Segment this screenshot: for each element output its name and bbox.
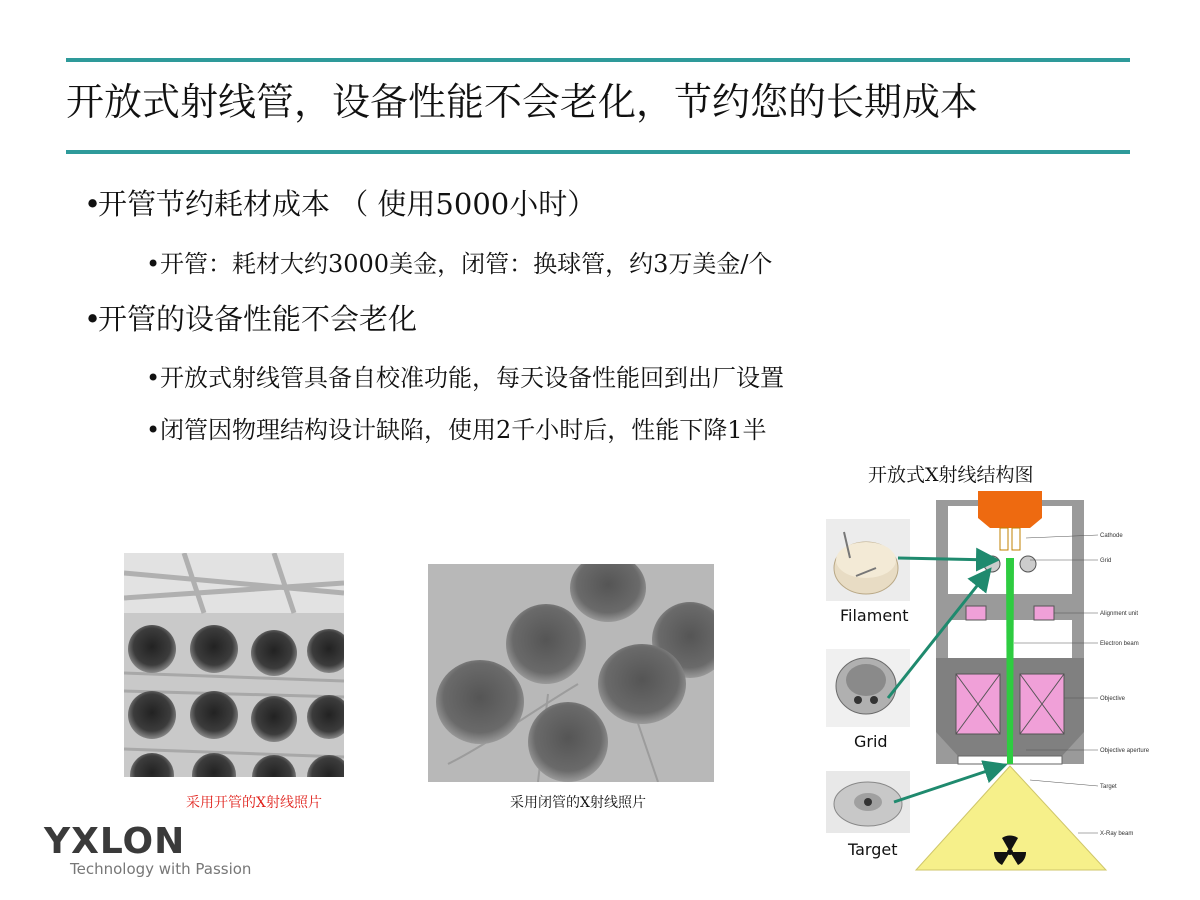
- label-grid: Grid: [1100, 558, 1112, 564]
- open-tube-xray-photo: [124, 553, 344, 777]
- sub-bullet-item: [146, 358, 784, 393]
- bullet-item: [84, 182, 596, 223]
- grid-label: Grid: [854, 732, 888, 751]
- diagram-title: 开放式X射线结构图: [868, 464, 1034, 486]
- label-objective: Objective: [1100, 696, 1126, 702]
- electron-beam: [1006, 558, 1014, 764]
- bullet-dot: •: [84, 302, 102, 336]
- label-objective-aperture: Objective aperture: [1100, 748, 1150, 754]
- filament-photo: [826, 519, 910, 601]
- xray-tube-svg: [816, 488, 1156, 880]
- logo-tagline: Technology with Passion: [70, 860, 252, 878]
- open-tube-caption: 采用开管的X射线照片: [186, 795, 322, 811]
- label-target: Target: [1100, 784, 1117, 790]
- bullet-dot: •: [84, 187, 102, 221]
- closed-tube-xray-photo: [428, 564, 714, 782]
- grid-electrode-right: [1020, 556, 1036, 572]
- sub-bullet-item: [146, 244, 772, 279]
- title-rule-top: [66, 58, 1130, 62]
- label-alignment-unit: Alignment unit: [1100, 611, 1139, 617]
- xray-tube-diagram: [816, 488, 1156, 880]
- label-electron-beam: Electron beam: [1100, 641, 1139, 647]
- title-rule-bottom: [66, 150, 1130, 154]
- label-cathode: Cathode: [1100, 533, 1123, 539]
- yxlon-logo: [44, 821, 252, 878]
- filament-arrow: [898, 558, 994, 560]
- sub-bullet-item: [146, 410, 767, 445]
- bullet-text: 开管节约耗材成本 （ 使用5000小时）: [98, 187, 597, 221]
- bullet-text: 开管：耗材大约3000美金，闭管：换球管，约3万美金/个: [160, 250, 773, 278]
- closed-tube-caption: 采用闭管的X射线照片: [510, 795, 646, 811]
- logo-wordmark: YXLON: [44, 821, 186, 862]
- bullet-dot: •: [146, 250, 161, 278]
- slide-title: 开放式射线管，设备性能不会老化，节约您的长期成本: [66, 80, 979, 124]
- bullet-text: 开管的设备性能不会老化: [98, 302, 418, 336]
- target-label: Target: [848, 840, 898, 859]
- filament-label: Filament: [840, 606, 909, 625]
- bullet-text: 开放式射线管具备自校准功能，每天设备性能回到出厂设置: [160, 364, 784, 392]
- bullet-item: [84, 297, 417, 338]
- bullet-text: 闭管因物理结构设计缺陷，使用2千小时后，性能下降1半: [160, 416, 767, 444]
- label-xray-beam: X-Ray beam: [1100, 831, 1134, 837]
- bullet-dot: •: [146, 364, 161, 392]
- bullet-dot: •: [146, 416, 161, 444]
